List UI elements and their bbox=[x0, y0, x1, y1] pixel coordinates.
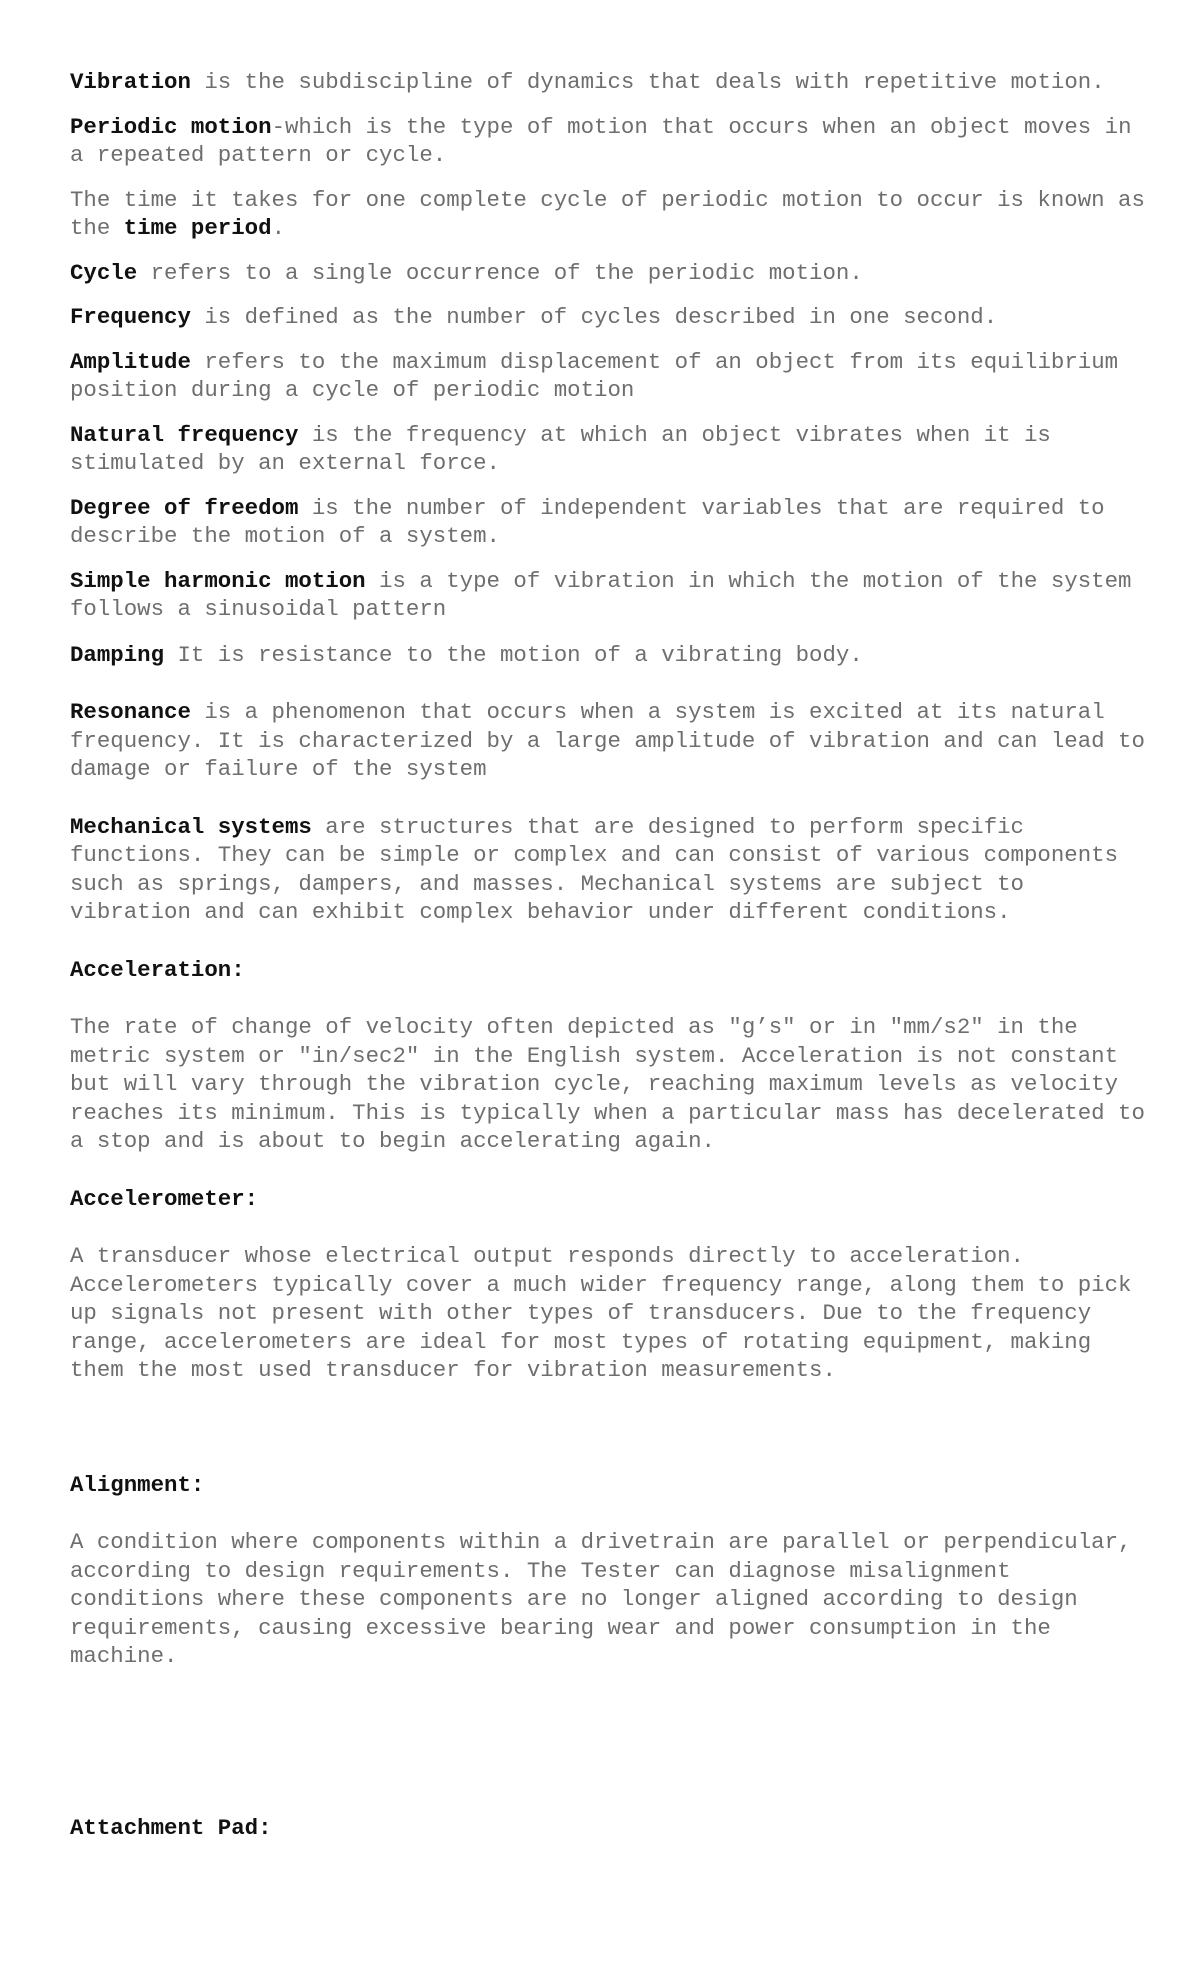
term-periodic-motion: Periodic motion bbox=[70, 113, 272, 140]
body-alignment: A condition where components within a drivetrain are parallel or perpendicular, according to design requirements. The Tester can diagnose misalignment conditions where these components are no longer aligned according to design requirements, causing excessive bearing wear and power consumption in the machine. bbox=[70, 1529, 1132, 1669]
body-acceleration: The rate of change of velocity often depicted as "g’s" or in "mm/s2" in the metric system or "in/sec2" in the English system. Acceleration is not constant but will vary through the vibration cycle, reaching maximum levels as velocity reaches its minimum. This is typically when a particular mass has decelerated to a stop and is about to begin accelerating again. bbox=[70, 1014, 1145, 1154]
heading-alignment: Alignment: bbox=[70, 1471, 205, 1498]
body-accelerometer: A transducer whose electrical output responds directly to acceleration. Accelerometers typically cover a much wider frequency range, along them to pick up signals not present with other types of transducers. Due to the frequency range, accelerometers are ideal for most types of rotating equipment, making them the most used transducer for vibration measurements. bbox=[70, 1243, 1132, 1383]
definition-text: is a phenomenon that occurs when a system is excited at its natural frequency. It is characterized by a large amplitude of vibration and can lead to damage or failure of the system bbox=[70, 699, 1145, 782]
definition-mechanical-systems bbox=[70, 813, 1150, 927]
term-mechanical-systems: Mechanical systems bbox=[70, 813, 312, 840]
term-frequency: Frequency bbox=[70, 304, 191, 330]
term-cycle: Cycle bbox=[70, 259, 138, 286]
definition-text: are structures that are designed to perform specific functions. They can be simple or complex and can consist of various components such as springs, dampers, and masses. Mechanical systems are subject to vibration and can exhibit complex behavior under different conditions. bbox=[70, 813, 1119, 925]
definition-text: It is resistance to the motion of a vibrating body. bbox=[164, 641, 863, 668]
definition-frequency bbox=[70, 303, 1150, 332]
definition-resonance bbox=[70, 698, 1150, 784]
term-resonance: Resonance bbox=[70, 699, 191, 725]
term-simple-harmonic-motion: Simple harmonic motion bbox=[70, 567, 366, 594]
heading-acceleration: Acceleration: bbox=[70, 956, 245, 983]
term-damping: Damping bbox=[70, 641, 165, 668]
document-page bbox=[70, 68, 1150, 1842]
definition-time-period bbox=[70, 186, 1150, 243]
definition-amplitude bbox=[70, 348, 1150, 405]
definition-text: refers to a single occurrence of the periodic motion. bbox=[137, 259, 863, 286]
definition-text: is the number of independent variables that are required to describe the motion of a system. bbox=[70, 494, 1105, 549]
definition-simple-harmonic-motion bbox=[70, 567, 1150, 624]
term-natural-frequency: Natural frequency bbox=[70, 421, 299, 448]
definition-damping bbox=[70, 641, 1150, 670]
definition-periodic-motion bbox=[70, 113, 1150, 170]
definition-text: refers to the maximum displacement of an object from its equilibrium position during a cycle of periodic motion bbox=[70, 348, 1119, 403]
definition-natural-frequency bbox=[70, 421, 1150, 478]
term-time-period: time period bbox=[123, 215, 272, 241]
heading-attachment-pad: Attachment Pad: bbox=[70, 1814, 272, 1841]
definition-text: The time it takes for one complete cycle of periodic motion to occur is known as the bbox=[70, 186, 1145, 241]
term-vibration: Vibration bbox=[70, 69, 191, 95]
term-amplitude: Amplitude bbox=[70, 348, 191, 375]
definition-text: is the subdiscipline of dynamics that deals with repetitive motion. bbox=[190, 69, 1105, 95]
heading-accelerometer: Accelerometer: bbox=[70, 1185, 259, 1212]
definition-cycle bbox=[70, 259, 1150, 288]
definition-text: -which is the type of motion that occurs when an object moves in a repeated pattern or cycle. bbox=[70, 113, 1132, 168]
definition-vibration bbox=[70, 68, 1150, 97]
definition-text: is defined as the number of cycles described in one second. bbox=[190, 304, 998, 330]
term-degree-of-freedom: Degree of freedom bbox=[70, 494, 299, 521]
definition-text: . bbox=[271, 215, 285, 241]
definition-text: is a type of vibration in which the motion of the system follows a sinusoidal pattern bbox=[70, 567, 1132, 622]
definition-text: is the frequency at which an object vibrates when it is stimulated by an external force. bbox=[70, 421, 1051, 476]
definition-degree-of-freedom bbox=[70, 494, 1150, 551]
